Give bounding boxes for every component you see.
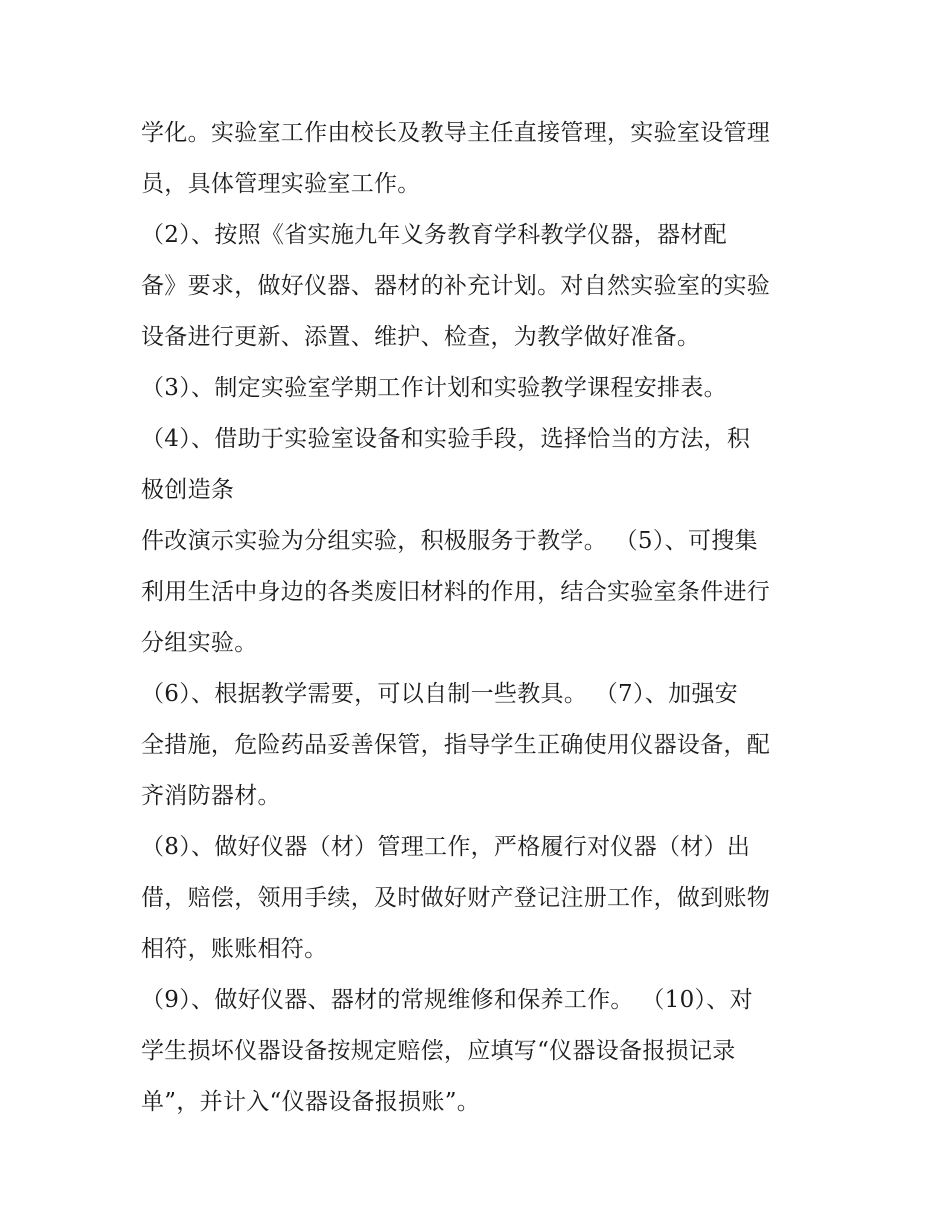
text-line: 齐消防器材。 — [141, 783, 281, 809]
text-line: （2）、按照《省实施九年义务教育学科教学仪器，器材配 — [141, 222, 727, 248]
text-line: （6）、根据教学需要，可以自制一些教具。 （7）、加强安 — [141, 681, 738, 707]
text-line: 备》要求，做好仪器、器材的补充计划。对自然实验室的实验 — [141, 273, 771, 299]
text-line: （9）、做好仪器、器材的常规维修和保养工作。 （10）、对 — [141, 987, 753, 1013]
document-body — [141, 108, 831, 1128]
text-line: 借，赔偿，领用手续，及时做好财产登记注册工作，做到账物 — [141, 885, 771, 911]
text-line: 利用生活中身边的各类废旧材料的作用，结合实验室条件进行 — [141, 579, 771, 605]
text-line: 极创造条 — [141, 477, 235, 503]
text-line: 单”，并计入“仪器设备报损账”。 — [141, 1089, 481, 1115]
text-line: 件改演示实验为分组实验，积极服务于教学。 （5）、可搜集 — [141, 528, 758, 554]
text-line: 学化。实验室工作由校长及教导主任直接管理，实验室设管理 — [141, 120, 771, 146]
text-line: 员，具体管理实验室工作。 — [141, 171, 421, 197]
text-line: 设备进行更新、添置、维护、检查，为教学做好准备。 — [141, 324, 701, 350]
text-line: 学生损坏仪器设备按规定赔偿，应填写“仪器设备报损记录 — [141, 1038, 736, 1064]
text-line: （3）、制定实验室学期工作计划和实验教学课程安排表。 — [141, 375, 727, 401]
text-line: 全措施，危险药品妥善保管，指导学生正确使用仪器设备，配 — [141, 732, 771, 758]
text-line: 分组实验。 — [141, 630, 258, 656]
text-line: （8）、做好仪器（材）管理工作，严格履行对仪器（材）出 — [141, 834, 751, 860]
text-line: 相符，账账相符。 — [141, 936, 328, 962]
text-line: （4）、借助于实验室设备和实验手段，选择恰当的方法，积 — [141, 426, 751, 452]
